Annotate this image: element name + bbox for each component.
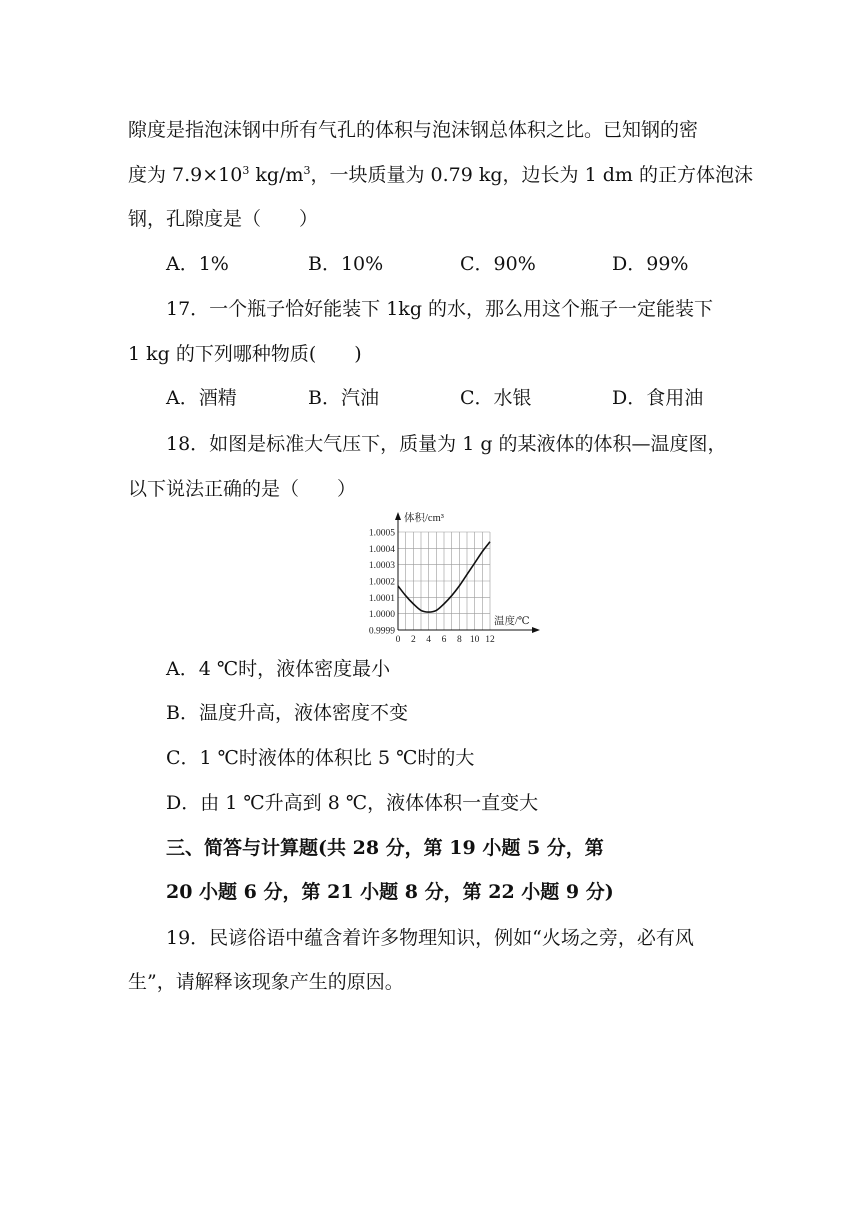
- section3-heading-line-2: 20 小题 6 分，第 21 小题 8 分，第 22 小题 9 分): [166, 881, 614, 903]
- q19-line-2: 生”，请解释该现象产生的原因。: [128, 971, 404, 993]
- q18-option-c: C．1 ℃时液体的体积比 5 ℃时的大: [166, 747, 475, 769]
- q16-line-1: 隙度是指泡沫钢中所有气孔的体积与泡沫钢总体积之比。已知钢的密: [128, 119, 699, 141]
- q16-option-a: A．1%: [166, 253, 229, 275]
- q18-line-2: 以下说法正确的是（ ）: [128, 478, 357, 500]
- y-axis-arrow: [395, 512, 401, 520]
- q16-line-2-sup: 3: [242, 164, 250, 177]
- chart-y-ticks: [369, 529, 395, 637]
- q17-option-b: B．汽油: [308, 387, 379, 409]
- volume-temperature-chart: [356, 506, 546, 646]
- x-tick-label: 10: [469, 635, 480, 645]
- q17-option-d: D．食用油: [612, 387, 704, 409]
- q16-line-2-pre: 度为 7.9×10: [128, 164, 243, 186]
- q18-option-a: A．4 ℃时，液体密度最小: [166, 658, 391, 680]
- y-tick-label: 0.9999: [368, 626, 395, 637]
- section3-heading-line-1: 三、简答与计算题(共 28 分，第 19 小题 5 分，第: [166, 837, 604, 859]
- y-tick-label: 1.0004: [368, 544, 395, 555]
- x-tick-label: 6: [441, 635, 447, 645]
- y-axis-label: 体积/cm³: [404, 513, 444, 524]
- x-axis-label: 温度/℃: [494, 616, 530, 627]
- q18-option-b: B．温度升高，液体密度不变: [166, 702, 408, 724]
- y-tick-label: 1.0001: [368, 593, 395, 604]
- q16-option-c: C．90%: [460, 253, 536, 275]
- q17-option-c: C．水银: [460, 387, 532, 409]
- y-tick-label: 1.0005: [368, 528, 395, 539]
- y-tick-label: 1.0003: [368, 561, 395, 572]
- q17-option-a: A．酒精: [166, 387, 237, 409]
- x-axis-arrow: [532, 627, 540, 633]
- q18-line-1: 18．如图是标准大气压下，质量为 1 g 的某液体的体积—温度图，: [166, 433, 727, 455]
- chart-x-ticks: [396, 635, 495, 645]
- q16-option-d: D．99%: [612, 253, 689, 275]
- chart-grid: [398, 532, 490, 630]
- q18-option-d: D．由 1 ℃升高到 8 ℃，液体体积一直变大: [166, 792, 539, 814]
- q17-options: [166, 386, 726, 410]
- q16-line-2: [128, 163, 753, 187]
- y-tick-label: 1.0000: [368, 610, 395, 621]
- y-tick-label: 1.0002: [368, 577, 395, 588]
- x-tick-label: 0: [395, 635, 401, 645]
- q16-line-2-post: ，一块质量为 0.79 kg，边长为 1 dm 的正方体泡沫: [310, 164, 753, 186]
- x-tick-label: 4: [426, 635, 432, 645]
- x-tick-label: 2: [410, 635, 416, 645]
- q17-line-1: 17．一个瓶子恰好能装下 1kg 的水，那么用这个瓶子一定能装下: [166, 298, 714, 320]
- q19-line-1: 19．民谚俗语中蕴含着许多物理知识，例如“火场之旁，必有风: [166, 927, 694, 949]
- q16-options: [166, 252, 726, 276]
- q16-line-3: 钢，孔隙度是（ ）: [128, 208, 319, 230]
- q17-line-2: 1 kg 的下列哪种物质( ): [128, 343, 362, 365]
- q16-option-b: B．10%: [308, 253, 384, 275]
- q16-line-2-sup2: 3: [303, 164, 311, 177]
- q16-line-2-mid: kg/m: [249, 164, 304, 186]
- x-tick-label: 8: [456, 635, 462, 645]
- x-tick-label: 12: [485, 635, 495, 645]
